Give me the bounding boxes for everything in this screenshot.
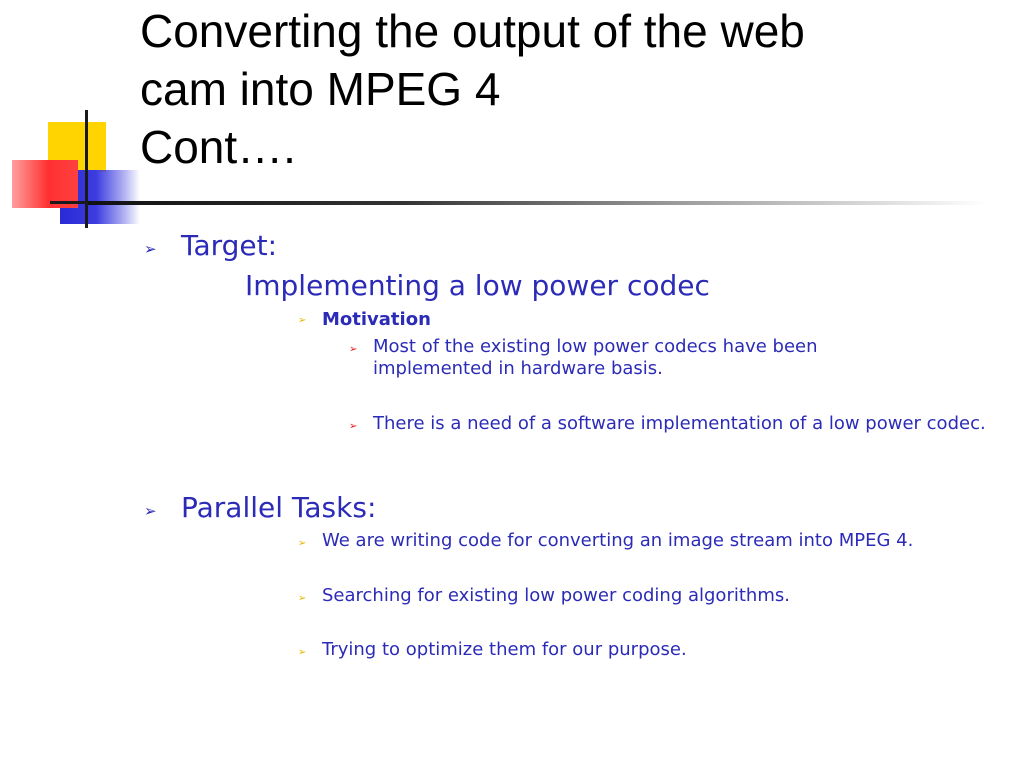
arrowhead-bullet-icon: ➢: [298, 593, 307, 604]
parallel-tasks-heading: Parallel Tasks:: [181, 491, 377, 524]
motivation-heading: Motivation: [322, 309, 431, 330]
arrowhead-bullet-icon: ➢: [298, 315, 307, 326]
arrowhead-bullet-icon: ➢: [144, 502, 157, 520]
title-line-3: Cont….: [140, 121, 296, 173]
arrowhead-bullet-icon: ➢: [298, 647, 307, 658]
arrowhead-bullet-icon: ➢: [349, 421, 358, 432]
parallel-task-1: We are writing code for converting an image stream into MPEG 4.: [322, 530, 914, 551]
parallel-task-3: Trying to optimize them for our purpose.: [322, 639, 687, 660]
target-heading: Target:: [181, 229, 278, 262]
motivation-point-1: Most of the existing low power codecs have been implemented in hardware basis.: [373, 336, 818, 379]
logo-vertical-line: [85, 110, 88, 228]
arrowhead-bullet-icon: ➢: [349, 344, 358, 355]
parallel-task-2: Searching for existing low power coding algorithms.: [322, 585, 790, 606]
target-detail: Implementing a low power codec: [245, 269, 710, 302]
slide-title: [140, 2, 1000, 176]
title-line-1: Converting the output of the web: [140, 5, 805, 57]
motivation-point-2: There is a need of a software implementation of a low power codec.: [373, 413, 986, 434]
title-divider: [88, 201, 988, 205]
arrowhead-bullet-icon: ➢: [144, 240, 157, 258]
arrowhead-bullet-icon: ➢: [298, 538, 307, 549]
title-line-2: cam into MPEG 4: [140, 63, 501, 115]
